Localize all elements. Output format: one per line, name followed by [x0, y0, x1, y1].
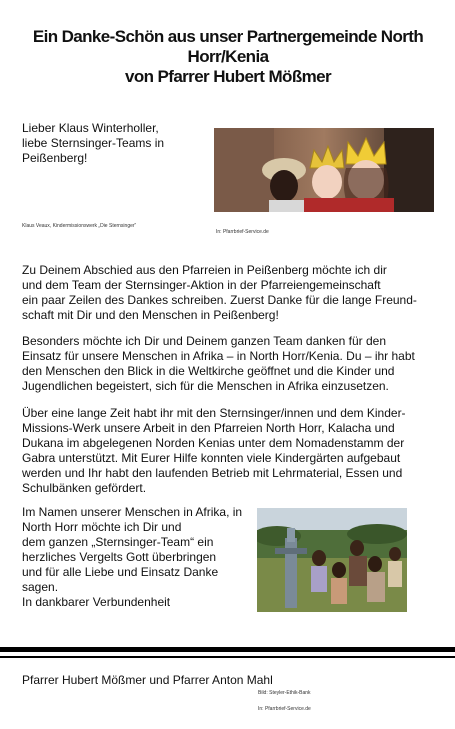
text-line: Über eine lange Zeit habt ihr mit den Sternsinger/innen und dem Kinder-	[22, 406, 406, 420]
text-line: sagen.	[22, 580, 59, 594]
text-line: Schulbänken gefördert.	[22, 481, 147, 495]
text-line: In dankbarer Verbundenheit	[22, 595, 171, 609]
greeting-line: liebe Sternsinger-Teams in	[22, 136, 165, 150]
text-line: Gabra unterstützt. Mit Eurer Hilfe konnten viele Kindergärten aufgebaut	[22, 451, 401, 465]
greeting	[22, 121, 212, 166]
text-line: Besonders möchte ich Dir und Deinem ganzen Team danken für den	[22, 334, 386, 348]
paragraph-1	[22, 263, 442, 323]
text-line: schaft mit Dir und den Menschen in Peißenberg!	[22, 308, 279, 322]
paragraph-3	[22, 406, 442, 496]
text-line: und für alle Liebe und Einsatz Danke	[22, 565, 219, 579]
footer-rule-thin	[0, 656, 455, 658]
title-line-3: von Pfarrer Hubert Mößmer	[124, 67, 332, 86]
paragraph-4	[22, 505, 262, 610]
text-line: Jugendlichen begeistert, sich für die Menschen in Afrika einzusetzen.	[22, 379, 389, 393]
title-line-2: Horr/Kenia	[187, 47, 269, 66]
caption-photo2-b: In: Pfarrbrief-Service.de	[258, 706, 311, 712]
caption-photo2-a: Bild: Steyler-Ethik-Bank	[258, 690, 311, 696]
text-line: North Horr möchte ich Dir und	[22, 520, 182, 534]
kenya-children-photo	[257, 508, 407, 612]
sternsinger-photo-image	[214, 128, 434, 212]
kenya-children-photo-image	[257, 508, 407, 612]
text-line: dem ganzen „Sternsinger-Team“ ein	[22, 535, 214, 549]
text-line: Im Namen unserer Menschen in Afrika, in	[22, 505, 243, 519]
text-line: und dem Team der Sternsinger-Aktion in der Pfarreiengemeinschaft	[22, 278, 381, 292]
title-line-1: Ein Danke-Schön aus unser Partnergemeinde North	[32, 27, 424, 46]
signature: Pfarrer Hubert Mößmer und Pfarrer Anton Mahl	[22, 673, 273, 687]
text-line: Missions-Werk unsere Arbeit in den Pfarreien North Horr, Kalacha und	[22, 421, 395, 435]
greeting-line: Peißenberg!	[22, 151, 88, 165]
text-line: Einsatz für unsere Menschen in Afrika – in North Horr/Kenia. Du – ihr habt	[22, 349, 415, 363]
caption-photo1: In: Pfarrbrief-Service.de	[216, 229, 269, 235]
sternsinger-photo	[214, 128, 434, 212]
text-line: werden und Ihr habt den laufenden Betrieb mit Lehrmaterial, Essen und	[22, 466, 403, 480]
page-title	[8, 27, 448, 87]
text-line: ein paar Zeilen des Dankes schreiben. Zuerst Danke für die lange Freund-	[22, 293, 417, 307]
text-line: Dukana im abgelegenen Norden Kenias unter dem Nomadenstamm der	[22, 436, 405, 450]
text-line: Zu Deinem Abschied aus den Pfarreien in Peißenberg möchte ich dir	[22, 263, 387, 277]
text-line: herzliches Vergelts Gott überbringen	[22, 550, 217, 564]
footer-rule-thick	[0, 647, 455, 652]
greeting-line: Lieber Klaus Winterholler,	[22, 121, 159, 135]
paragraph-2	[22, 334, 442, 394]
caption-left: Klaus Veaux, Kindermissionswerk „Die Sternsinger“	[22, 223, 137, 229]
text-line: den Menschen den Blick in die Weltkirche geöffnet und die Kinder und	[22, 364, 395, 378]
